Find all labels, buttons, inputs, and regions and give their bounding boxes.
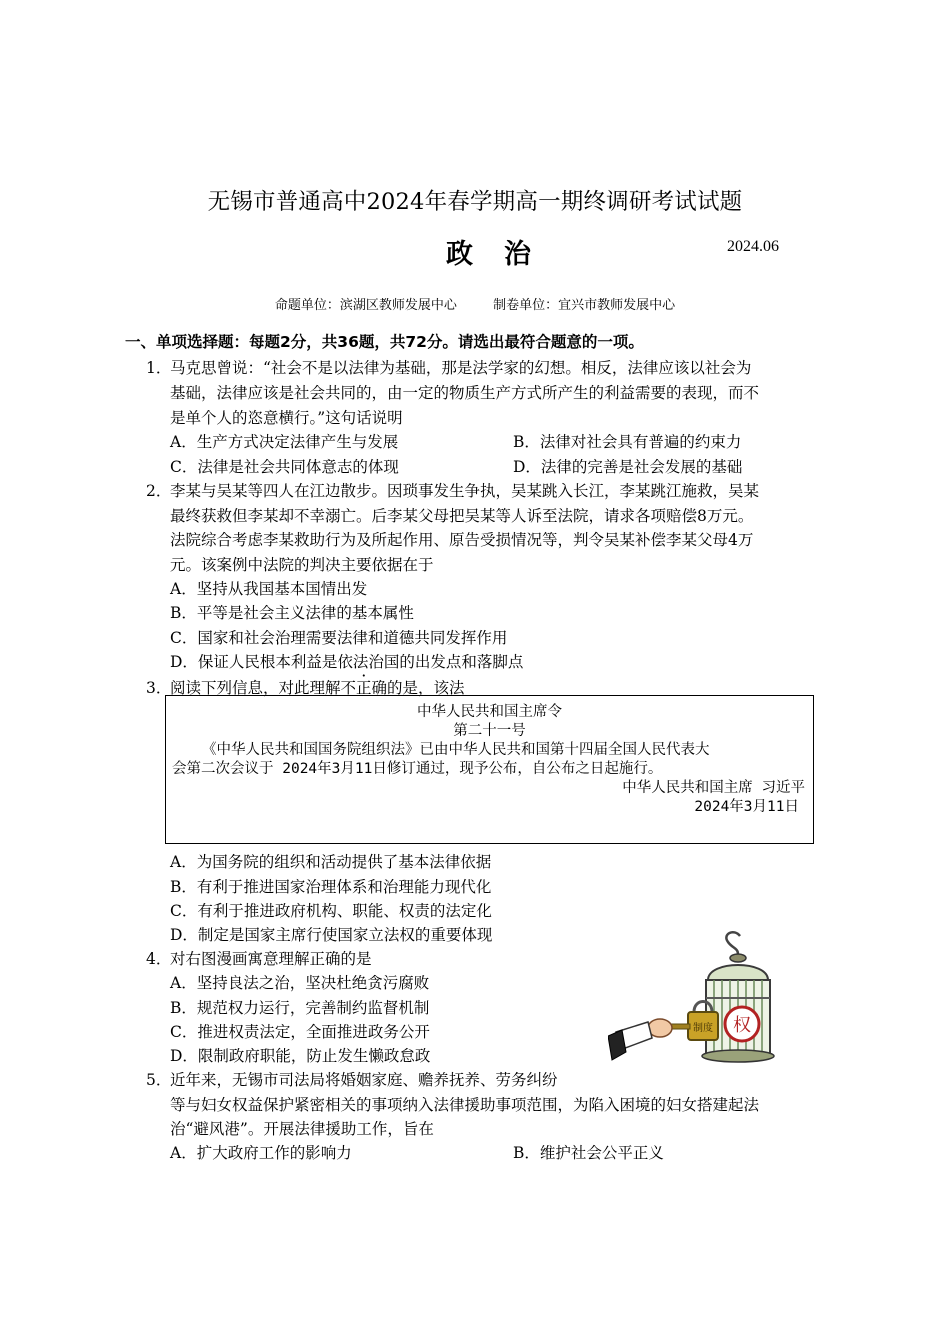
q1-option-a: A．生产方式决定法律产生与发展: [170, 433, 399, 451]
q5-option-a: A．扩大政府工作的影响力: [170, 1144, 352, 1162]
q2-stem-line: 元。该案例中法院的判决主要依据在于: [170, 556, 434, 574]
q1-stem-line: 马克思曾说：“社会不是以法律为基础，那是法学家的幻想。相反，法律应该以社会为: [170, 359, 752, 377]
q3-stem-before: 阅读下列信息，对此理解: [170, 679, 341, 697]
order-body-line: 会第二次会议于 2024年3月11日修订通过，现予公布，自公布之日起施行。: [172, 761, 663, 777]
subject-title: 政 治: [446, 239, 533, 270]
q4-option-a: A．坚持良法之治，坚决杜绝贪污腐败: [170, 974, 430, 992]
q4-number: 4．: [146, 950, 172, 968]
q2-stem-line: 李某与吴某等四人在江边散步。因琐事发生争执，吴某跳入长江，李某跳江施救，吴某: [170, 482, 760, 500]
exam-title: 无锡市普通高中2024年春学期高一期终调研考试试题: [207, 189, 743, 215]
q5-stem-line: 等与妇女权益保护紧密相关的事项纳入法律援助事项范围，为陷入困境的妇女搭建起法: [170, 1096, 760, 1114]
q5-option-b: B．维护社会公平正义: [513, 1144, 664, 1162]
q3-option-b: B．有利于推进国家治理体系和治理能力现代化: [170, 878, 492, 896]
power-sign-text: 权: [733, 1015, 751, 1036]
order-body-line: 《中华人民共和国国务院组织法》已由中华人民共和国第十四届全国人民代表大: [202, 742, 710, 758]
q5-number: 5．: [146, 1071, 172, 1089]
q3-option-c: C．有利于推进政府机构、职能、权责的法定化: [170, 902, 492, 920]
q1-option-c: C．法律是社会共同体意志的体现: [170, 458, 399, 476]
q5-stem-line: 近年来，无锡市司法局将婚姻家庭、赡养抚养、劳务纠纷: [170, 1071, 558, 1089]
exam-date: 2024.06: [727, 238, 779, 255]
q3-number: 3．: [146, 679, 172, 697]
unit-maker: 制卷单位：宜兴市教师发展中心: [493, 298, 676, 313]
q4-option-c: C．推进权责法定，全面推进政务公开: [170, 1023, 430, 1041]
q2-number: 2．: [146, 482, 172, 500]
q3-option-d: D．制定是国家主席行使国家立法权的重要体现: [170, 926, 493, 944]
q5-stem-line: 治“避风港”。开展法律援助工作，旨在: [170, 1120, 434, 1138]
order-title: 中华人民共和国主席令: [417, 704, 562, 720]
q2-option-b: B．平等是社会主义法律的基本属性: [170, 604, 414, 622]
q4-option-d: D．限制政府职能，防止发生懒政怠政: [170, 1047, 431, 1065]
power-sign-icon: [725, 1007, 759, 1041]
key-text: 制度: [693, 1023, 713, 1034]
presidential-order-box: [165, 695, 814, 844]
hand-icon: [608, 1019, 672, 1060]
order-signer: 中华人民共和国主席 习近平: [622, 780, 805, 796]
unit-author: 命题单位：滨湖区教师发展中心: [274, 298, 457, 313]
q2-option-a: A．坚持从我国基本国情出发: [170, 580, 368, 598]
q2-stem-line: 最终获救但李某却不幸溺亡。后李某父母把吴某等人诉至法院，请求各项赔偿8万元。: [170, 507, 754, 525]
q4-stem: 对右图漫画寓意理解正确的是: [170, 950, 372, 968]
q1-stem-line: 基础，法律应该是社会共同的，由一定的物质生产方式所产生的利益需要的表现，而不: [170, 384, 760, 402]
q1-option-b: B．法律对社会具有普遍的约束力: [513, 433, 742, 451]
q3-stem-after: 的是，该法: [387, 679, 465, 697]
q1-number: 1．: [146, 359, 172, 377]
q3-stem-emphasis: 不正确: [340, 679, 388, 697]
order-date: 2024年3月11日: [694, 799, 799, 815]
q3-option-a: A．为国务院的组织和活动提供了基本法律依据: [170, 853, 492, 871]
q2-stem-line: 法院综合考虑李某救助行为及所起作用、原告受损情况等，判令吴某补偿李某父母4万: [170, 531, 754, 549]
power-cage-cartoon: [608, 928, 808, 1070]
birdcage-icon: [702, 932, 774, 1062]
q1-stem-line: 是单个人的恣意横行。”这句话说明: [170, 409, 403, 427]
q4-option-b: B．规范权力运行，完善制约监督机制: [170, 999, 430, 1017]
exam-units: [0, 294, 950, 313]
section-heading: 一、单项选择题：每题2分，共36题，共72分。请选出最符合题意的一项。: [125, 333, 644, 351]
q2-option-d: D．保证人民根本利益是依法治国的出发点和落脚点: [170, 653, 524, 671]
q2-option-c: C．国家和社会治理需要法律和道德共同发挥作用: [170, 629, 508, 647]
order-number: 第二十一号: [453, 723, 526, 739]
q1-option-d: D．法律的完善是社会发展的基础: [513, 458, 743, 476]
